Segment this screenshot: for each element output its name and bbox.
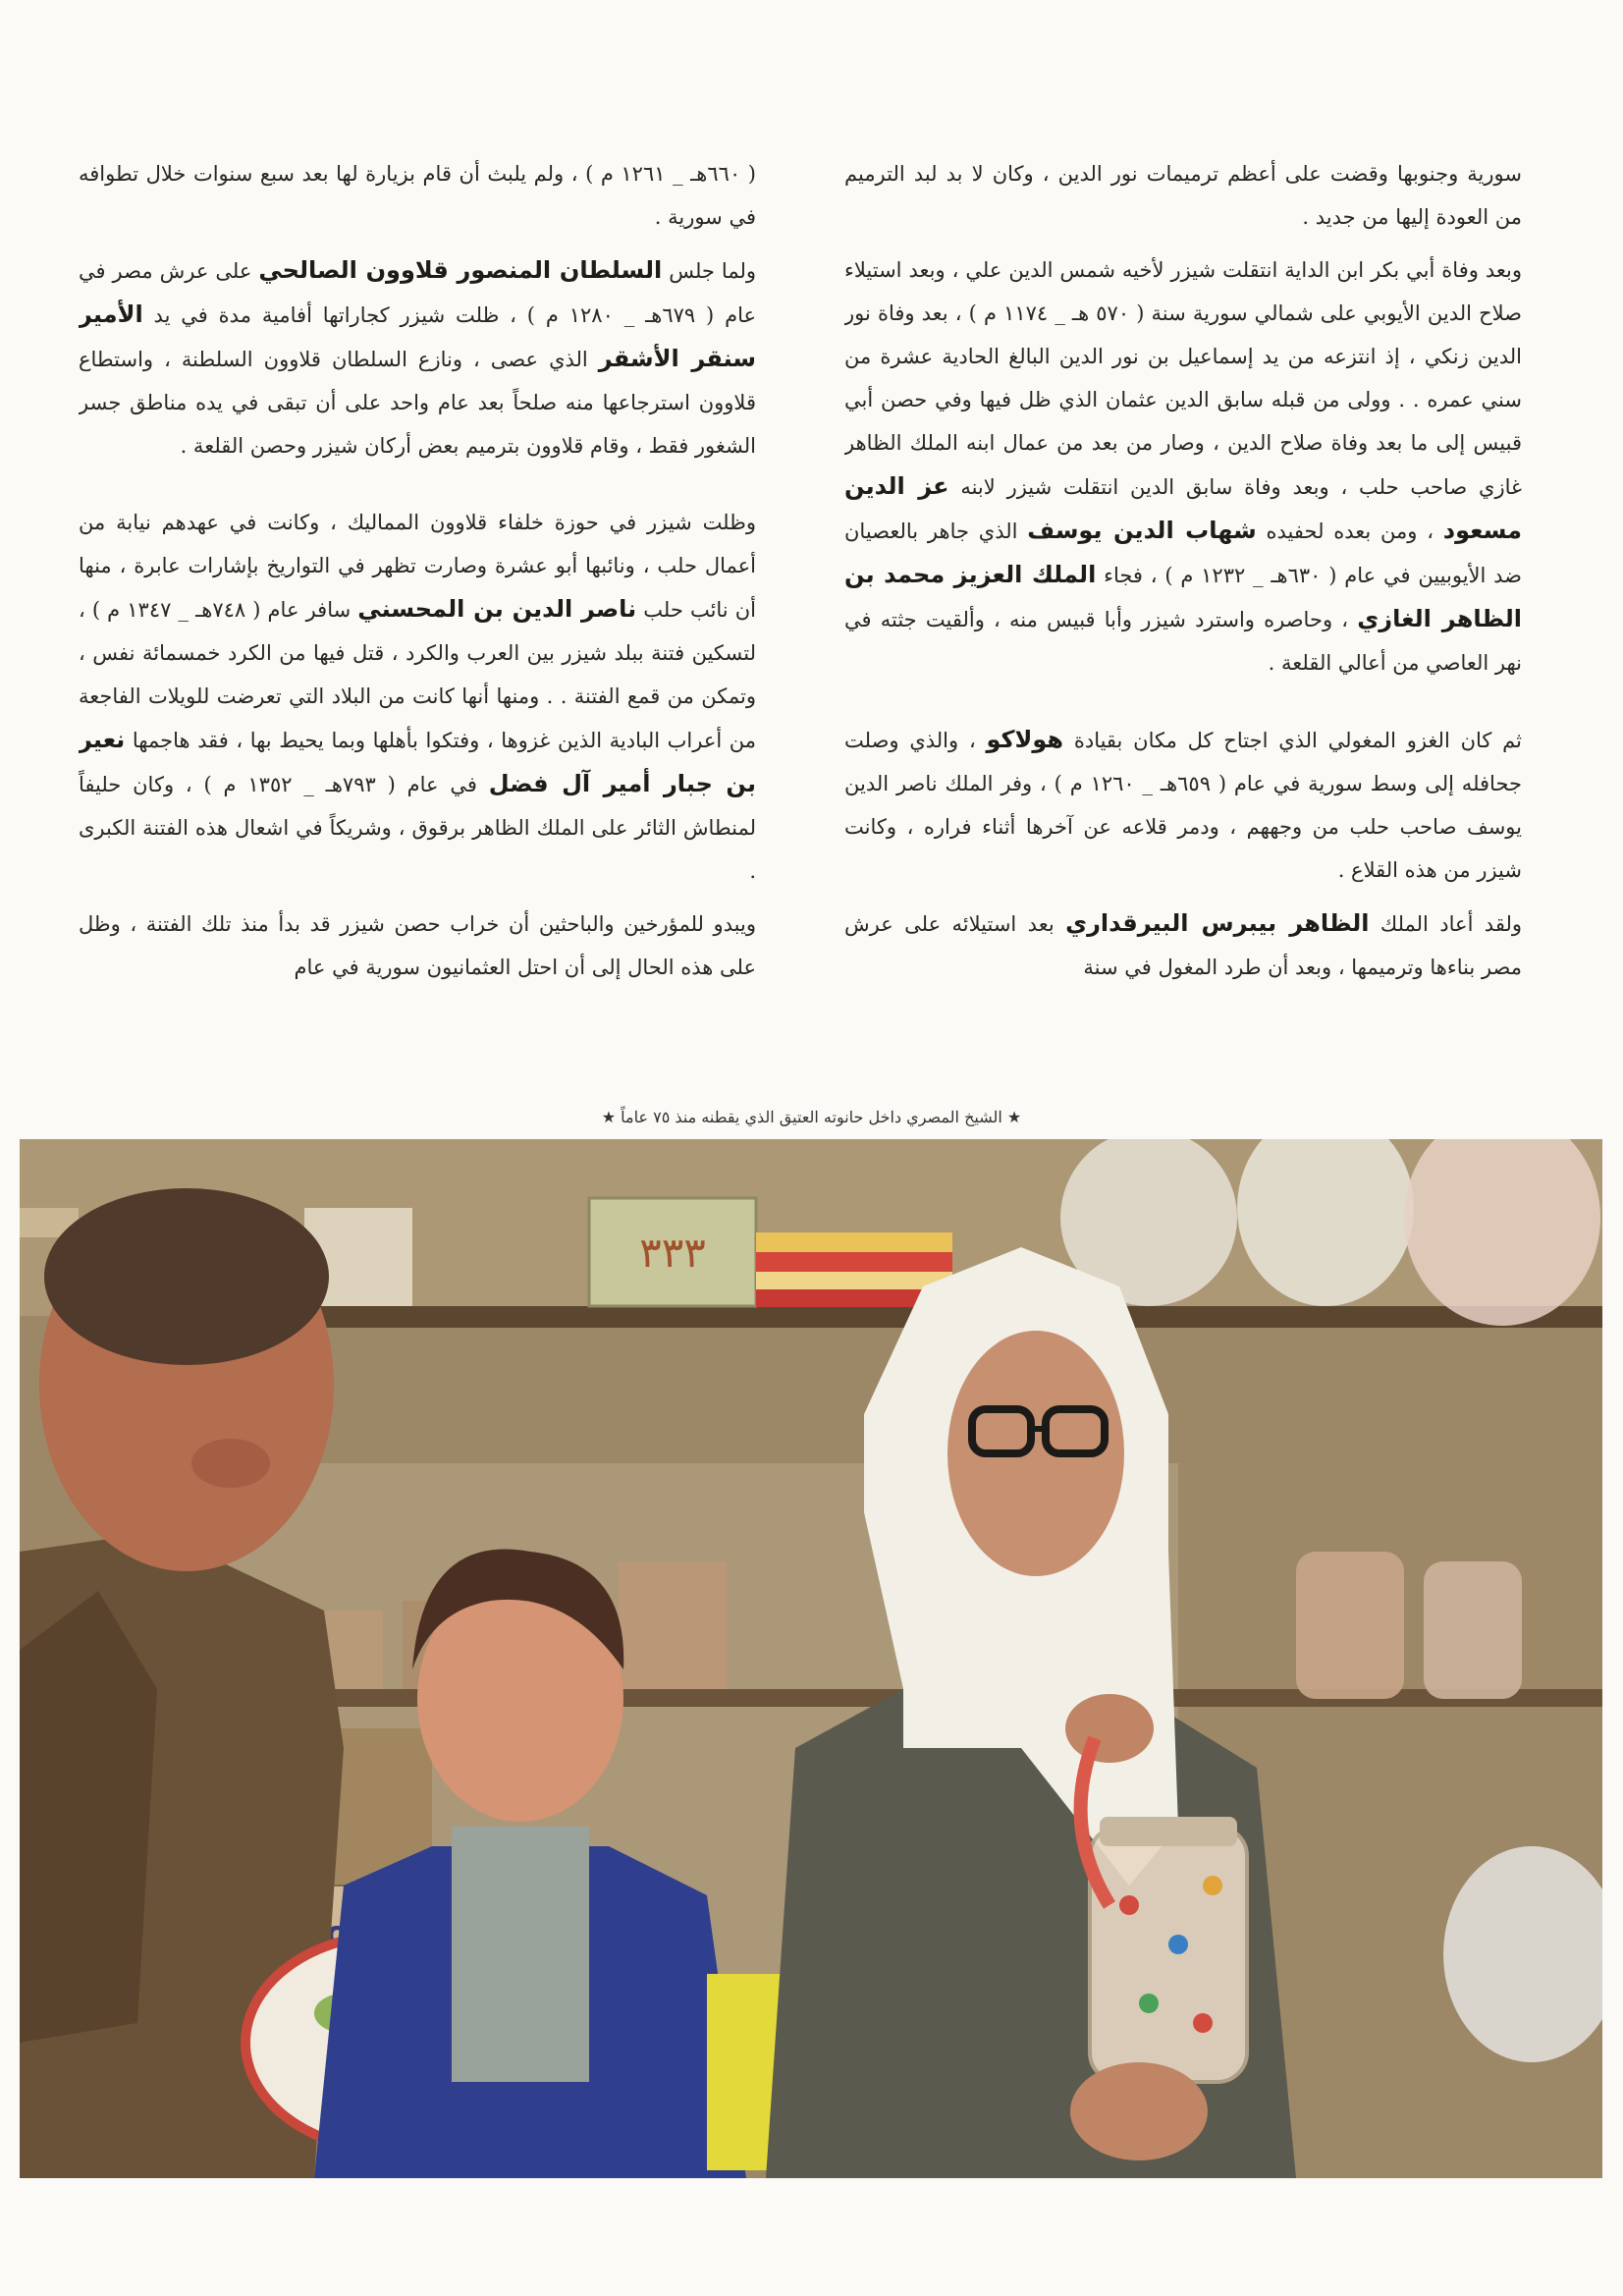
highlighted-name: الأمير سنقر الأشقر (79, 301, 756, 372)
article-paragraph (79, 902, 756, 989)
highlighted-name: هولاكو (986, 726, 1064, 753)
article-paragraph (79, 152, 756, 239)
paragraph-text: سورية وجنوبها وقضت على أعظم ترميمات نور الدين ، وكان لا بد لبد الترميم من العودة إليها من جديد . (844, 162, 1522, 229)
highlighted-name: نعير بن جبار أمير آل فضل (79, 726, 756, 797)
highlighted-name: شهاب الدين يوسف (1027, 517, 1257, 544)
paragraph-text: وظلت شيزر في حوزة خلفاء قلاوون المماليك ، وكانت في عهدهم نيابة من أعمال حلب ، ونائبها أبو عشرة وصارت تظهر في التواريخ بإشارات عابرة ، منها أن نائب حلب (79, 511, 756, 622)
highlighted-name: عز الدين مسعود (844, 472, 1522, 544)
paragraph-text: ( ٦٦٠هـ _ ١٢٦١ م ) ، ولم يلبث أن قام بزيارة لها بعد سبع سنوات خلال تطوافه في سورية . (79, 162, 756, 229)
paragraph-text: في عام ( ٧٩٣هـ _ ١٣٥٢ م ) ، وكان حليفاً لمنطاش الثائر على الملك الظاهر برقوق ، وشريكاً في اشعال هذه الفتنة الكبرى . (79, 773, 756, 883)
article-paragraph (79, 501, 756, 893)
paragraph-text: ، ومن بعده لحفيده (1256, 519, 1443, 543)
article-paragraph (844, 152, 1522, 239)
photo-caption: ★ الشيخ المصري داخل حانوته العتيق الذي يقطنه منذ ٧٥ عاماً ★ (601, 1108, 1022, 1126)
paragraph-text: ثم كان الغزو المغولي الذي اجتاح كل مكان بقيادة (1063, 729, 1522, 752)
article-columns (79, 152, 1522, 1075)
paragraph-text: الذي عصى ، ونازع السلطان قلاوون السلطنة ، واستطاع قلاوون استرجاعها منه صلحاً بعد عام واحد على أن تبقى في يده مناطق جسر الشغور فقط ، وقام قلاوون بترميم بعض أركان شيزر وحصن القلعة . (79, 348, 756, 458)
paragraph-text: الذي جاهر بالعصيان ضد الأيوبيين في عام ( ٦٣٠هـ _ ١٢٣٢ م ) ، فجاء (844, 519, 1522, 587)
paragraph-text: ولما جلس (662, 259, 756, 283)
article-column-left (79, 152, 756, 1075)
highlighted-name: السلطان المنصور قلاوون الصالحي (258, 256, 663, 284)
article-column-right (844, 152, 1522, 1075)
highlighted-name: ناصر الدين بن المحسني (357, 595, 637, 623)
article-paragraph (79, 248, 756, 467)
article-paragraph (844, 718, 1522, 892)
article-paragraph (844, 248, 1522, 684)
highlighted-name: الظاهر بيبرس البيرقداري (1065, 909, 1370, 937)
paragraph-text: ، والذي وصلت جحافله إلى وسط سورية في عام ( ٦٥٩هـ _ ١٢٦٠ م ) ، وفر الملك ناصر الدين يوسف صاحب حلب من وجههم ، ودمر قلاعه عن آخرها أثناء فراره ، وكانت شيزر من هذه القلاع . (844, 729, 1522, 882)
paragraph-text: على عرش مصر في عام ( ٦٧٩هـ _ ١٢٨٠ م ) ، ظلت شيزر كجاراتها أفامية مدة في يد (79, 259, 756, 327)
paragraph-text: ولقد أعاد الملك (1369, 912, 1522, 936)
shop-photo (20, 1139, 1602, 2178)
paragraph-text: بعد استيلائه على عرش مصر بناءها وترميمها ، وبعد أن طرد المغول في سنة (844, 912, 1522, 979)
green-box-label: ٣٣٣ (639, 1229, 706, 1277)
paragraph-text: ، وحاصره واسترد شيزر وأبا قبيس منه ، وألقيت جثته في نهر العاصي من أعالي القلعة . (844, 608, 1522, 675)
paragraph-text: سافر عام ( ٧٤٨هـ _ ١٣٤٧ م ) ، لتسكين فتنة ببلد شيزر بين العرب والكرد ، قتل فيها من الكرد خمسمائة نفس ، وتمكن من قمع الفتنة . . ومنها أنها كانت من البلاد التي تعرضت للويلات الفاجعة من أعراب البادية الذين غزوها ، وفتكوا بأهلها وبما يحيط بها ، فقد هاجمها (79, 598, 756, 752)
green-tin-box (589, 1198, 756, 1306)
candy-jar (1090, 1817, 1247, 2082)
paragraph-text: وبعد وفاة أبي بكر ابن الداية انتقلت شيزر لأخيه شمس الدين علي ، وبعد استيلاء صلاح الدين الأيوبي على شمالي سورية سنة ( ٥٧٠ هـ _ ١١٧٤ م ) ، بعد وفاة نور الدين زنكي ، إذ انتزعه من يد إسماعيل بن نور الدين البالغ الحادية عشرة من سني عمره . . وولى من قبله سابق الدين عثمان الذي ظل فيها وفي حصن أبي قبيس إلى ما بعد وفاة صلاح الدين ، وصار من بعد من عمال ابنه الملك الظاهر غازي صاحب حلب ، وبعد وفاة سابق الدين انتقلت شيزر لابنه (844, 258, 1522, 499)
paragraph-text: ويبدو للمؤرخين والباحثين أن خراب حصن شيزر قد بدأ منذ تلك الفتنة ، وظل على هذه الحال إلى أن احتل العثمانيون سورية في عام (79, 912, 756, 979)
article-paragraph (844, 902, 1522, 989)
highlighted-name: الملك العزيز محمد بن الظاهر الغازي (844, 561, 1522, 632)
